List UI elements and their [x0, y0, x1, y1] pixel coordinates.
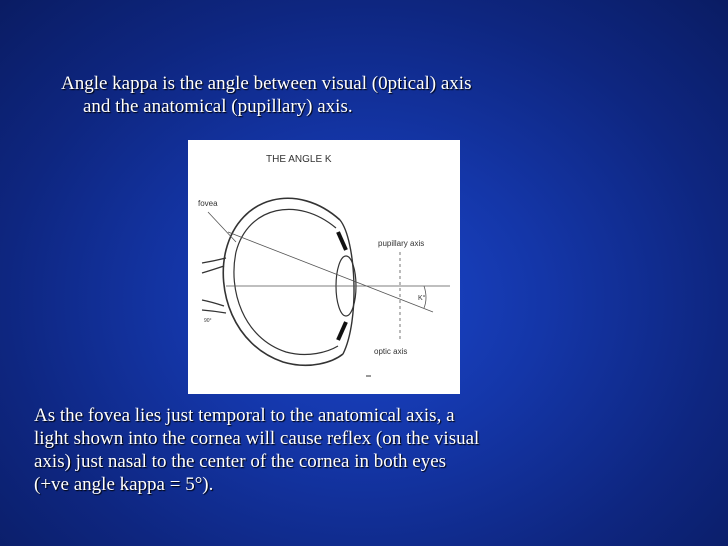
diagram-title: THE ANGLE K: [266, 154, 332, 165]
intro-line-2: and the anatomical (pupillary) axis.: [83, 96, 353, 117]
pupillary-axis-label: pupillary axis: [378, 239, 425, 248]
optic-axis-label: optic axis: [374, 347, 408, 356]
intro-line-1: Angle kappa is the angle between visual (0ptical) axis: [61, 73, 472, 94]
optic-nerve-upper-inner: [202, 258, 226, 263]
body-line-2: light shown into the cornea will cause reflex (on the visual: [34, 428, 480, 449]
eye-diagram: [188, 140, 460, 394]
optic-nerve-lower: [202, 300, 224, 306]
optic-nerve-lower-inner: [202, 310, 226, 313]
body-line-1: As the fovea lies just temporal to the anatomical axis, a: [34, 405, 455, 426]
iris-upper: [338, 232, 346, 250]
body-paragraph: [34, 404, 714, 496]
fovea-label: fovea: [198, 199, 218, 208]
body-line-3: axis) just nasal to the center of the cornea in both eyes: [34, 451, 447, 472]
optic-nerve-upper: [202, 266, 224, 273]
small-angle-label: 90°: [204, 318, 212, 324]
sclera-outer: [223, 198, 343, 365]
iris-lower: [338, 322, 346, 340]
eye-diagram-figure: [188, 140, 460, 394]
fovea-pointer: [208, 212, 236, 242]
intro-paragraph: [61, 72, 681, 118]
kappa-label: K°: [418, 295, 426, 302]
body-line-4: (+ve angle kappa = 5°).: [34, 474, 214, 495]
sclera-inner: [234, 209, 338, 354]
